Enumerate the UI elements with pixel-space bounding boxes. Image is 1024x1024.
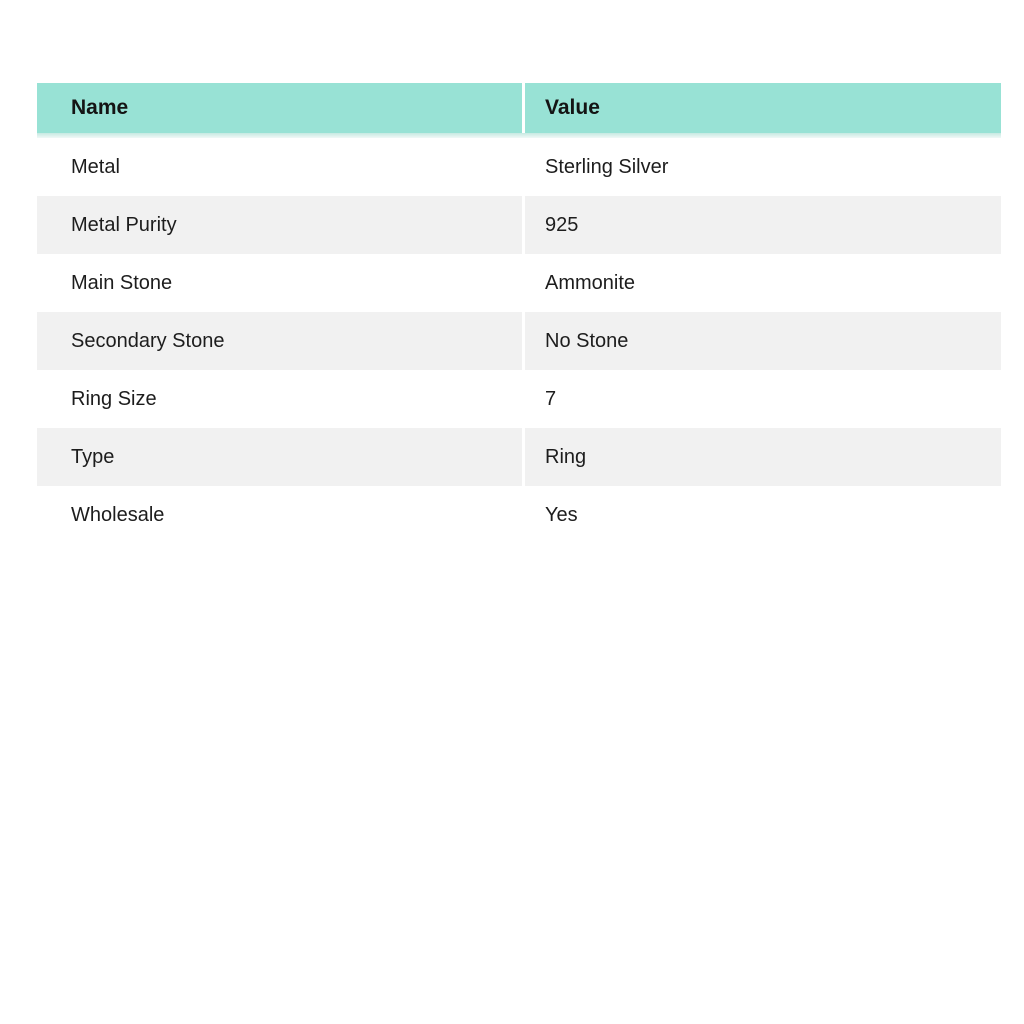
table-row xyxy=(37,196,1001,254)
attribute-name-cell: Main Stone xyxy=(71,271,173,294)
table-header-row xyxy=(37,83,1001,133)
table-row xyxy=(37,428,1001,486)
attribute-value-cell: 7 xyxy=(522,370,1001,428)
column-header-name: Name xyxy=(71,96,129,119)
attribute-name-cell: Wholesale xyxy=(71,503,165,526)
attribute-name-cell: Secondary Stone xyxy=(71,329,225,352)
attribute-value-cell: Sterling Silver xyxy=(522,138,1001,196)
product-attributes-table xyxy=(37,83,1001,544)
attribute-value-cell: 925 xyxy=(522,196,1001,254)
attribute-value-cell: No Stone xyxy=(522,312,1001,370)
table-row xyxy=(37,138,1001,196)
attribute-value-cell: Ring xyxy=(522,428,1001,486)
table-row xyxy=(37,312,1001,370)
attribute-name-cell: Metal xyxy=(71,155,120,178)
attribute-name-cell: Type xyxy=(71,445,115,468)
attribute-name-cell: Metal Purity xyxy=(71,213,177,236)
column-header-value: Value xyxy=(522,83,1001,133)
table-row xyxy=(37,254,1001,312)
attribute-value-cell: Ammonite xyxy=(522,254,1001,312)
attribute-value-cell: Yes xyxy=(522,486,1001,544)
attribute-name-cell: Ring Size xyxy=(71,387,157,410)
table-row xyxy=(37,370,1001,428)
table-row xyxy=(37,486,1001,544)
